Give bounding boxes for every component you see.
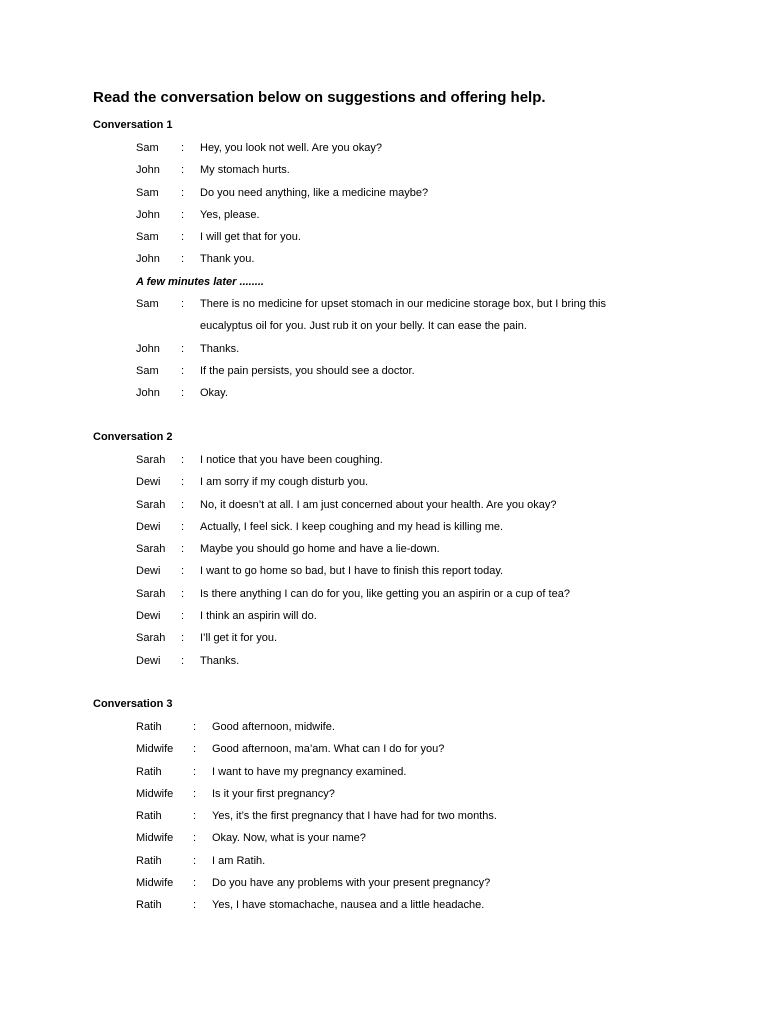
speaker-name: John xyxy=(136,253,160,266)
colon-separator: : xyxy=(193,899,197,912)
dialogue-text: Thanks. xyxy=(200,654,240,667)
speaker-name: Sam xyxy=(136,186,159,199)
speaker-name: Midwife xyxy=(136,832,174,845)
colon-separator: : xyxy=(193,854,197,867)
colon-separator: : xyxy=(193,832,197,845)
colon-separator: : xyxy=(193,721,197,733)
speaker-name: Dewi xyxy=(136,654,161,667)
colon-separator: : xyxy=(181,654,185,667)
dialogue-line xyxy=(0,876,768,898)
dialogue-text: I am Ratih. xyxy=(212,854,266,867)
dialogue-line xyxy=(0,342,768,364)
colon-separator: : xyxy=(181,231,185,244)
colon-separator: : xyxy=(181,587,185,600)
colon-separator: : xyxy=(181,476,185,489)
dialogue-line xyxy=(0,809,768,831)
dialogue-text: Okay. Now, what is your name? xyxy=(212,832,366,845)
speaker-name: Sarah xyxy=(136,454,166,466)
dialogue-text: I’ll get it for you. xyxy=(200,632,278,645)
dialogue-line xyxy=(0,141,768,163)
speaker-name: Midwife xyxy=(136,877,174,890)
colon-separator: : xyxy=(181,610,185,623)
dialogue-line xyxy=(0,453,768,475)
speaker-name: John xyxy=(136,342,160,355)
speaker-name: Sam xyxy=(136,364,159,377)
dialogue-text: Thanks. xyxy=(200,342,240,355)
dialogue-line xyxy=(0,163,768,185)
colon-separator: : xyxy=(181,454,185,466)
dialogue-line xyxy=(0,631,768,653)
dialogue-text: Is it your first pregnancy? xyxy=(212,787,335,800)
dialogue-line xyxy=(0,831,768,853)
dialogue-text: Is there anything I can do for you, like getting you an aspirin or a cup of tea? xyxy=(200,587,570,600)
dialogue-line xyxy=(0,297,768,319)
dialogue-line xyxy=(0,787,768,809)
colon-separator: : xyxy=(193,787,197,800)
conversation-heading: Conversation 3 xyxy=(93,698,173,710)
speaker-name: Ratih xyxy=(136,721,162,733)
speaker-name: Sarah xyxy=(136,587,166,600)
stage-note: A few minutes later ........ xyxy=(136,275,264,288)
dialogue-line xyxy=(0,208,768,230)
dialogue-text: Do you have any problems with your present pregnancy? xyxy=(212,877,491,890)
colon-separator: : xyxy=(181,520,185,533)
conversation-heading: Conversation 1 xyxy=(93,119,173,131)
speaker-name: Dewi xyxy=(136,610,161,623)
dialogue-text: Yes, it’s the first pregnancy that I have had for two months. xyxy=(212,810,497,823)
dialogue-text: Yes, please. xyxy=(200,208,260,221)
colon-separator: : xyxy=(181,543,185,556)
speaker-name: Sam xyxy=(136,142,159,154)
dialogue-text: No, it doesn’t at all. I am just concerned about your health. Are you okay? xyxy=(200,498,557,511)
colon-separator: : xyxy=(181,298,185,311)
dialogue-text: There is no medicine for upset stomach in our medicine storage box, but I bring this xyxy=(200,298,606,311)
dialogue-line xyxy=(0,720,768,742)
dialogue-line xyxy=(0,186,768,208)
dialogue-line xyxy=(0,542,768,564)
speaker-name: Sarah xyxy=(136,498,166,511)
dialogue-text: Good afternoon, ma’am. What can I do for you? xyxy=(212,743,445,756)
speaker-name: Sarah xyxy=(136,632,166,645)
dialogue-text: Okay. xyxy=(200,387,228,400)
colon-separator: : xyxy=(181,498,185,511)
dialogue-line xyxy=(0,252,768,274)
dialogue-text: I will get that for you. xyxy=(200,231,301,244)
dialogue-lines xyxy=(0,141,768,409)
colon-separator: : xyxy=(193,743,197,756)
speaker-name: Sarah xyxy=(136,543,166,556)
dialogue-line xyxy=(0,587,768,609)
dialogue-text: I want to go home so bad, but I have to finish this report today. xyxy=(200,565,504,578)
speaker-name: Ratih xyxy=(136,765,162,778)
speaker-name: Dewi xyxy=(136,565,161,578)
page-title: Read the conversation below on suggestions and offering help. xyxy=(93,89,546,106)
speaker-name: Ratih xyxy=(136,899,162,912)
colon-separator: : xyxy=(181,253,185,266)
dialogue-text: Actually, I feel sick. I keep coughing and my head is killing me. xyxy=(200,520,504,533)
dialogue-line xyxy=(0,765,768,787)
stage-note-line xyxy=(0,275,768,297)
colon-separator: : xyxy=(181,208,185,221)
dialogue-text: I am sorry if my cough disturb you. xyxy=(200,476,369,489)
dialogue-lines xyxy=(0,720,768,921)
dialogue-line xyxy=(0,898,768,920)
dialogue-text: I want to have my pregnancy examined. xyxy=(212,765,407,778)
dialogue-line xyxy=(0,564,768,586)
dialogue-line xyxy=(0,520,768,542)
dialogue-text: Good afternoon, midwife. xyxy=(212,721,335,733)
dialogue-text: Thank you. xyxy=(200,253,255,266)
dialogue-line xyxy=(0,230,768,252)
colon-separator: : xyxy=(181,364,185,377)
dialogue-line xyxy=(0,475,768,497)
colon-separator: : xyxy=(193,810,197,823)
dialogue-continuation-line xyxy=(0,319,768,341)
dialogue-text: Do you need anything, like a medicine maybe? xyxy=(200,186,429,199)
speaker-name: Midwife xyxy=(136,787,174,800)
speaker-name: Dewi xyxy=(136,476,161,489)
dialogue-line xyxy=(0,364,768,386)
colon-separator: : xyxy=(181,565,185,578)
dialogue-line xyxy=(0,498,768,520)
dialogue-text: I notice that you have been coughing. xyxy=(200,454,383,466)
dialogue-text: Maybe you should go home and have a lie-down. xyxy=(200,543,440,556)
colon-separator: : xyxy=(181,164,185,177)
dialogue-line xyxy=(0,386,768,408)
colon-separator: : xyxy=(181,387,185,400)
speaker-name: Sam xyxy=(136,298,159,311)
dialogue-text: My stomach hurts. xyxy=(200,164,290,177)
speaker-name: John xyxy=(136,387,160,400)
dialogue-lines xyxy=(0,453,768,676)
colon-separator: : xyxy=(193,765,197,778)
colon-separator: : xyxy=(181,342,185,355)
dialogue-text: If the pain persists, you should see a doctor. xyxy=(200,364,415,377)
colon-separator: : xyxy=(181,632,185,645)
dialogue-line xyxy=(0,854,768,876)
speaker-name: Midwife xyxy=(136,743,174,756)
speaker-name: Sam xyxy=(136,231,159,244)
speaker-name: Ratih xyxy=(136,810,162,823)
colon-separator: : xyxy=(193,877,197,890)
dialogue-text: Hey, you look not well. Are you okay? xyxy=(200,142,383,154)
speaker-name: John xyxy=(136,164,160,177)
dialogue-text: Yes, I have stomachache, nausea and a little headache. xyxy=(212,899,485,912)
dialogue-line xyxy=(0,742,768,764)
colon-separator: : xyxy=(181,186,185,199)
dialogue-text: eucalyptus oil for you. Just rub it on your belly. It can ease the pain. xyxy=(200,320,527,333)
speaker-name: Ratih xyxy=(136,854,162,867)
dialogue-text: I think an aspirin will do. xyxy=(200,610,317,623)
dialogue-line xyxy=(0,654,768,676)
dialogue-line xyxy=(0,609,768,631)
speaker-name: Dewi xyxy=(136,520,161,533)
conversation-heading: Conversation 2 xyxy=(93,431,173,443)
speaker-name: John xyxy=(136,208,160,221)
colon-separator: : xyxy=(181,142,185,154)
